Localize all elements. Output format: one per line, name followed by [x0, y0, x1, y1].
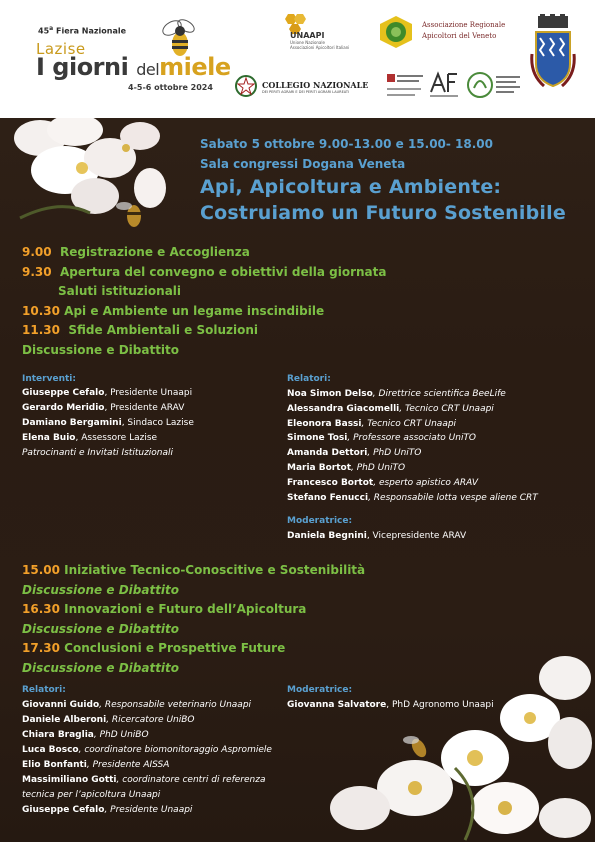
moderator-entry: Giovanna Salvatore, PhD Agronomo Unaapi: [287, 700, 494, 710]
program-item: 10.30 Api e Ambiente un legame inscindibile: [22, 304, 325, 318]
program-item: 11.30 Sfide Ambientali e Soluzioni: [22, 323, 259, 337]
unaapi-name: UNAAPI: [290, 31, 325, 40]
program-item: Discussione e Dibattito: [22, 343, 180, 357]
federation-logo-icon: [466, 70, 526, 102]
speaker-entry: Giuseppe Cefalo, Presidente Unaapi: [22, 388, 193, 398]
speaker-entry: Francesco Bortot, esperto apistico ARAV: [287, 478, 479, 488]
header-bar: [0, 0, 595, 118]
logo-lazise: Lazise: [36, 40, 86, 58]
speaker-entry: Giuseppe Cefalo, Presidente Unaapi: [22, 805, 193, 815]
program-item: 9.00 Registrazione e Accoglienza: [22, 245, 250, 259]
moderatrice-heading: Moderatrice:: [287, 516, 353, 526]
speaker-entry: Eleonora Bassi, Tecnico CRT Unaapi: [287, 419, 457, 429]
festival-dates: 4-5-6 ottobre 2024: [128, 83, 213, 92]
unaapi-subtitle: Unione Nazionale Associazioni Apicoltori Italiani: [290, 40, 350, 50]
speaker-entry: Daniele Alberoni, Ricercatore UniBO: [22, 715, 195, 725]
logo-title: I giorni delmiele: [36, 53, 231, 81]
coat-of-arms-icon: [530, 14, 576, 94]
speaker-entry: Simone Tosi, Professore associato UniTO: [287, 433, 477, 443]
blossom-top-left-image: [0, 118, 195, 238]
program-item: 17.30 Conclusioni e Prospettive Future: [22, 641, 286, 655]
program-item: Discussione e Dibattito: [22, 583, 180, 597]
speaker-entry: Luca Bosco, coordinatore biomonitoraggio Aspromiele: [22, 745, 272, 755]
collegio-subtitle: DEI PERITI AGRARI E DEI PERITI AGRARI LAUREATI: [262, 90, 350, 94]
program-item: 16.30 Innovazioni e Futuro dell’Apicoltura: [22, 602, 307, 616]
speaker-entry: Gerardo Meridio, Presidente ARAV: [22, 403, 185, 413]
speaker-entry: Giovanni Guido, Responsabile veterinario Unaapi: [22, 700, 252, 710]
af-logo-icon: [428, 70, 460, 100]
blossom-bottom-right-image: [315, 648, 595, 842]
speaker-entry: Noa Simon Delso, Direttrice scientifica BeeLife: [287, 389, 506, 399]
speaker-entry: Stefano Fenucci, Responsabile lotta vespe aliene CRT: [287, 493, 538, 503]
event-title-line-1: Api, Apicoltura e Ambiente:: [200, 176, 502, 198]
program-item: 9.30 Apertura del convegno e obiettivi della giornata: [22, 265, 387, 279]
republic-emblem-icon: [234, 74, 258, 100]
speaker-entry: Massimiliano Gotti, coordinatore centri di referenza: [22, 775, 266, 785]
speaker-entry: Chiara Braglia, PhD UniBO: [22, 730, 149, 740]
collegio-name: COLLEGIO NAZIONALE: [262, 80, 369, 90]
event-date-line: Sabato 5 ottobre 9.00-13.00 e 15.00- 18.00: [200, 137, 494, 151]
arav-logo-icon: [378, 15, 414, 49]
event-title-line-2: Costruiamo un Futuro Sostenibile: [200, 202, 566, 224]
speaker-entry: Elena Buio, Assessore Lazise: [22, 433, 158, 443]
program-item: Saluti istituzionali: [58, 284, 182, 298]
patrons-note: Patrocinanti e Invitati Istituzionali: [22, 448, 174, 458]
speaker-entry: Alessandra Giacomelli, Tecnico CRT Unaapi: [287, 404, 494, 414]
speaker-entry-continued: tecnica per l’apicoltura Unaapi: [22, 790, 161, 800]
program-item: Discussione e Dibattito: [22, 622, 180, 636]
event-venue: Sala congressi Dogana Veneta: [200, 157, 406, 171]
speaker-entry: Maria Bortot, PhD UniTO: [287, 463, 406, 473]
program-item: Discussione e Dibattito: [22, 661, 180, 675]
relatori-heading: Relatori:: [22, 685, 66, 695]
interventi-heading: Interventi:: [22, 374, 76, 384]
ministry-logo-icon: [385, 72, 425, 102]
relatori-heading: Relatori:: [287, 374, 331, 384]
program-item: 15.00 Iniziative Tecnico-Conoscitive e Sostenibilità: [22, 563, 366, 577]
moderatrice-heading: Moderatrice:: [287, 685, 353, 695]
moderator-entry: Daniela Begnini, Vicepresidente ARAV: [287, 531, 467, 541]
arav-name: Associazione Regionale Apicoltori del Veneto: [422, 21, 506, 40]
speaker-entry: Elio Bonfanti, Presidente AISSA: [22, 760, 170, 770]
speaker-entry: Damiano Bergamini, Sindaco Lazise: [22, 418, 194, 428]
speaker-entry: Amanda Dettori, PhD UniTO: [287, 448, 422, 458]
edition-label: 45$^a$ Fiera Nazionale: [38, 25, 127, 36]
